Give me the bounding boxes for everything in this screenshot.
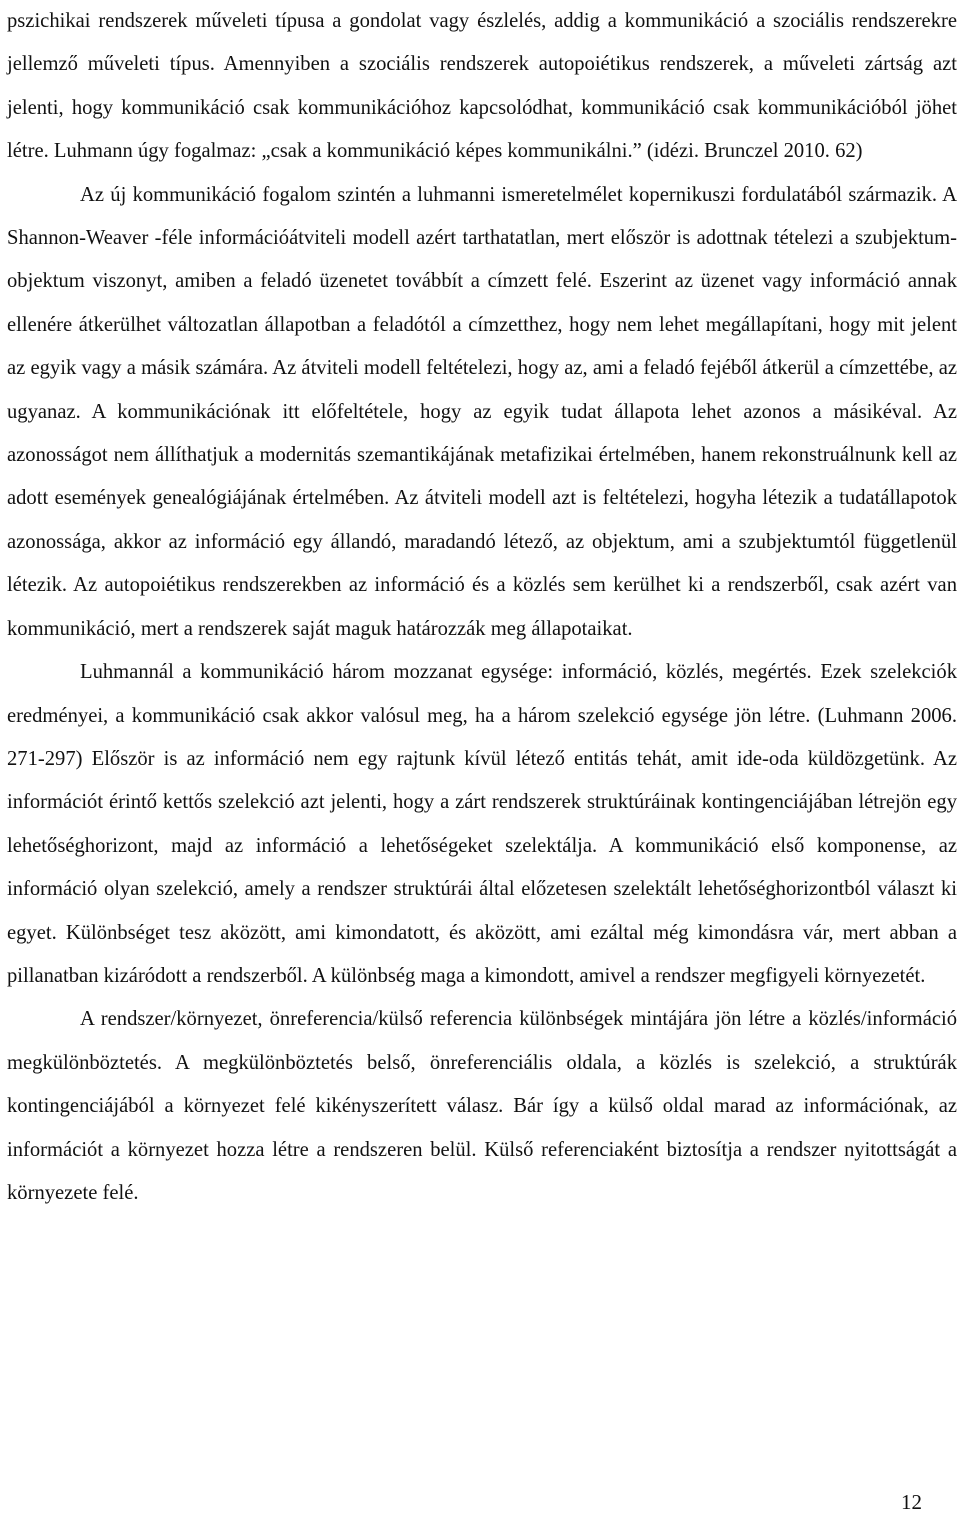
- paragraph-2: Az új kommunikáció fogalom szintén a luhmanni ismeretelmélet kopernikuszi fordulatából származik. A Shannon-Weaver -féle információátviteli modell azért tarthatatlan, mert először is adottnak tételezi a szubjektum-objektum viszonyt, amiben a feladó üzenetet továbbít a címzett felé. Eszerint az üzenet vagy információ annak ellenére átkerülhet változatlan állapotban a feladótól a címzetthez, hogy nem lehet megállapítani, hogy mit jelent az egyik vagy a másik számára. Az átviteli modell feltételezi, hogy az, ami a feladó fejéből átkerül a címzettébe, az ugyanaz. A kommunikációnak itt előfeltétele, hogy az egyik tudat állapota lehet azonos a másikéval. Az azonosságot nem állíthatjuk a modernitás szemantikájának metafizikai értelmében, hanem rekonstruálnunk kell az adott események genealógiájának értelmében. Az átviteli modell azt is feltételezi, hogyha létezik a tudatállapotok azonossága, akkor az információ egy állandó, maradandó létező, az objektum, ami a szubjektumtól függetlenül létezik. Az autopoiétikus rendszerekben az információ és a közlés sem kerülhet ki a rendszerből, csak azért van kommunikáció, mert a rendszerek saját maguk határozzák meg állapotaikat.: [7, 183, 957, 640]
- paragraph-1: pszichikai rendszerek műveleti típusa a gondolat vagy észlelés, addig a kommunikáció a szociális rendszerekre jellemző műveleti típus. Amennyiben a szociális rendszerek autopoiétikus rendszerek, a műveleti zártság azt jelenti, hogy kommunikáció csak kommunikációhoz kapcsolódhat, kommunikáció csak kommunikációból jöhet létre. Luhmann úgy fogalmaz: „csak a kommunikáció képes kommunikálni.” (idézi. Brunczel 2010. 62): [7, 10, 957, 163]
- body-text: [7, 0, 957, 1215]
- page-number: 12: [901, 1490, 922, 1514]
- paragraph-4: A rendszer/környezet, önreferencia/külső referencia különbségek mintájára jön létre a közlés/információ megkülönböztetés. A megkülönböztetés belső, önreferenciális oldala, a közlés is szelekció, a struktúrák kontingenciájából a környezet felé kikényszerített válasz. Bár így a külső oldal marad az információnak, az információt a környezet hozza létre a rendszeren belül. Külső referenciaként biztosítja a rendszer nyitottságát a környezete felé.: [7, 1008, 957, 1204]
- paragraph-3: Luhmannál a kommunikáció három mozzanat egysége: információ, közlés, megértés. Ezek szelekciók eredményei, a kommunikáció csak akkor valósul meg, ha a három szelekció egysége jön létre. (Luhmann 2006. 271-297) Először is az információ nem egy rajtunk kívül létező entitás tehát, amit ide-oda küldözgetünk. Az információt érintő kettős szelekció azt jelenti, hogy a zárt rendszerek struktúráinak kontingenciájában létrejön egy lehetőséghorizont, majd az információ a lehetőségeket szelektálja. A kommunikáció első komponense, az információ olyan szelekció, amely a rendszer struktúrái által előzetesen szelektált lehetőséghorizontból választ ki egyet. Különbséget tesz aközött, ami kimondatott, és aközött, ami ezáltal még kimondásra vár, mert abban a pillanatban kizáródott a rendszerből. A különbség maga a kimondott, amivel a rendszer megfigyeli környezetét.: [7, 661, 957, 987]
